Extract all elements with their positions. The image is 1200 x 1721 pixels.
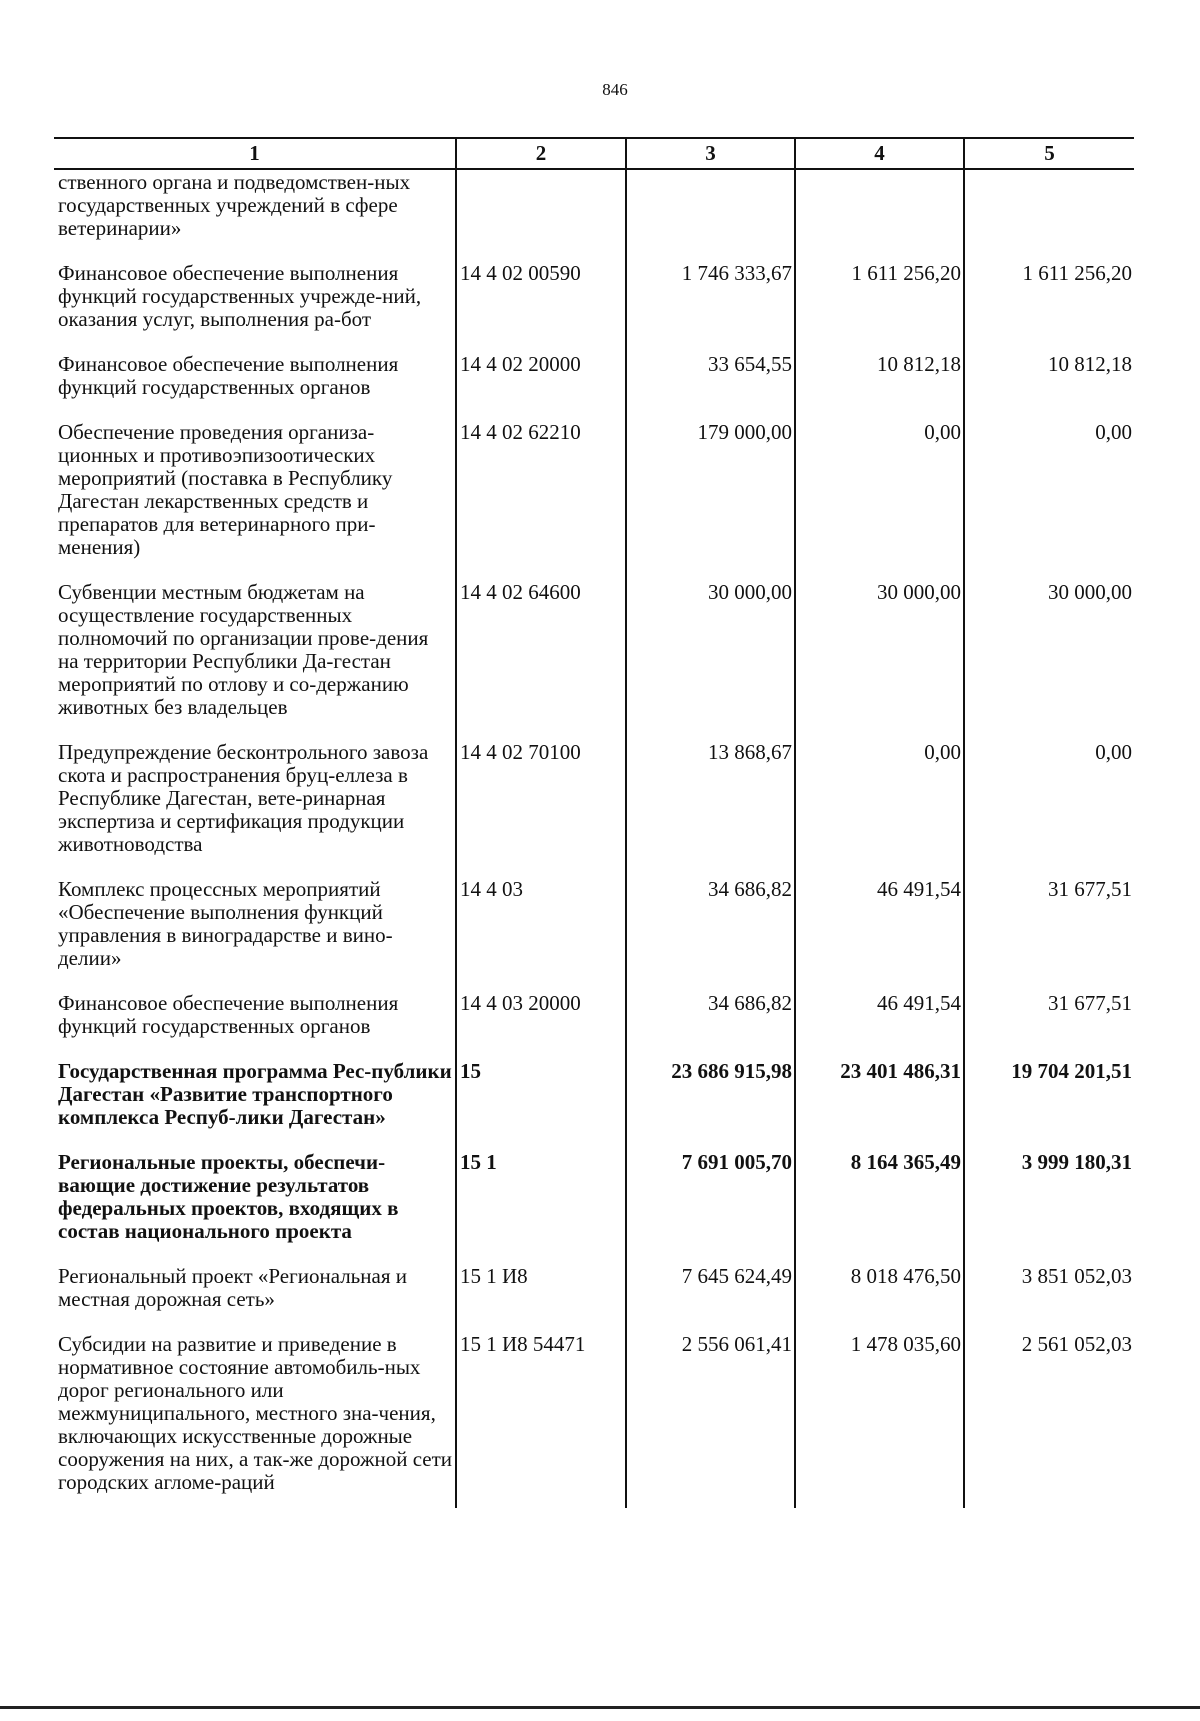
row-value-col3-cell: 33 654,55	[626, 353, 795, 421]
row-code-cell: 14 4 02 20000	[456, 353, 626, 421]
table-row	[54, 1060, 1134, 1151]
row-value-col4-cell: 46 491,54	[795, 878, 964, 992]
row-name-cell: Предупреждение бесконтрольного завоза скота и распространения бруц-еллеза в Республике Дагестан, вете-ринарная экспертиза и сертификация продукции животноводства	[58, 740, 429, 856]
row-name-cell: Субвенции местным бюджетам на осуществление государственных полномочий по организации прове-дения на территории Республики Да-гестан мероприятий по отлову и со-держанию животных без владельцев	[58, 580, 429, 719]
table-row	[54, 1151, 1134, 1265]
row-value-col5-cell: 19 704 201,51	[964, 1060, 1134, 1151]
row-value-col5-cell: 31 677,51	[964, 878, 1134, 992]
row-value-col4-cell	[795, 169, 964, 262]
row-value-col4-cell: 8 164 365,49	[795, 1151, 964, 1265]
row-code-cell	[456, 169, 626, 262]
table-row	[54, 1265, 1134, 1333]
row-code-cell: 14 4 02 64600	[456, 581, 626, 741]
row-value-col4-cell: 1 611 256,20	[795, 262, 964, 353]
row-value-col3-cell: 7 691 005,70	[626, 1151, 795, 1265]
row-value-col4-cell: 46 491,54	[795, 992, 964, 1060]
row-name-cell: Региональный проект «Региональная и местная дорожная сеть»	[58, 1264, 407, 1311]
row-code-cell: 14 4 02 70100	[456, 741, 626, 878]
row-value-col3-cell: 179 000,00	[626, 421, 795, 581]
row-value-col4-cell: 30 000,00	[795, 581, 964, 741]
row-value-col4-cell: 23 401 486,31	[795, 1060, 964, 1151]
table-row	[54, 741, 1134, 878]
row-value-col4-cell: 0,00	[795, 421, 964, 581]
row-name-cell: Комплекс процессных мероприятий «Обеспечение выполнения функций управления в виноградарстве и вино-делии»	[58, 877, 393, 970]
column-header-4: 4	[795, 138, 964, 169]
row-name-cell: Финансовое обеспечение выполнения функций государственных органов	[58, 991, 399, 1038]
table-row	[54, 992, 1134, 1060]
row-value-col5-cell: 3 851 052,03	[964, 1265, 1134, 1333]
row-value-col5-cell: 1 611 256,20	[964, 262, 1134, 353]
row-name-cell: Обеспечение проведения организа-ционных и противоэпизоотических мероприятий (поставка в Республику Дагестан лекарственных средств и препаратов для ветеринарного при-менения)	[58, 420, 393, 559]
row-value-col4-cell: 8 018 476,50	[795, 1265, 964, 1333]
row-value-col5-cell: 10 812,18	[964, 353, 1134, 421]
table-row	[54, 262, 1134, 353]
row-name-cell: Финансовое обеспечение выполнения функций государственных органов	[58, 352, 399, 399]
row-value-col5-cell: 31 677,51	[964, 992, 1134, 1060]
table-row	[54, 581, 1134, 741]
row-code-cell: 15 1	[456, 1151, 626, 1265]
row-value-col3-cell: 23 686 915,98	[626, 1060, 795, 1151]
row-code-cell: 15 1 И8	[456, 1265, 626, 1333]
row-value-col5-cell: 0,00	[964, 741, 1134, 878]
row-code-cell: 14 4 02 00590	[456, 262, 626, 353]
page-bottom-rule	[0, 1706, 1200, 1709]
row-name-cell: ственного органа и подведомствен-ных государственных учреждений в сфере ветеринарии»	[58, 170, 411, 240]
row-name-cell: Финансовое обеспечение выполнения функций государственных учрежде-ний, оказания услуг, выполнения ра-бот	[58, 261, 422, 331]
row-value-col5-cell	[964, 169, 1134, 262]
row-value-col3-cell: 34 686,82	[626, 992, 795, 1060]
column-header-3: 3	[626, 138, 795, 169]
row-value-col5-cell: 0,00	[964, 421, 1134, 581]
budget-table	[54, 137, 1134, 1508]
row-value-col3-cell: 30 000,00	[626, 581, 795, 741]
row-code-cell: 14 4 03 20000	[456, 992, 626, 1060]
table-header-row	[54, 138, 1134, 169]
column-header-5: 5	[964, 138, 1134, 169]
row-value-col5-cell: 30 000,00	[964, 581, 1134, 741]
row-value-col3-cell: 7 645 624,49	[626, 1265, 795, 1333]
table-row	[54, 421, 1134, 581]
row-value-col5-cell: 3 999 180,31	[964, 1151, 1134, 1265]
table-row	[54, 169, 1134, 262]
row-name-cell: Субсидии на развитие и приведение в нормативное состояние автомобиль-ных дорог регионального или межмуниципального, местного зна-чения, включающих искусственные дорожные сооружения на них, а так-же дорожной сети городских агломе-раций	[58, 1332, 453, 1494]
table-row	[54, 1333, 1134, 1508]
page-number: 846	[602, 80, 628, 99]
row-name-cell: Региональные проекты, обеспечи-вающие достижение результатов федеральных проектов, входящих в состав национального проекта	[58, 1150, 399, 1243]
table-row	[54, 878, 1134, 992]
row-code-cell: 15	[456, 1060, 626, 1151]
column-header-1: 1	[54, 138, 456, 169]
table-row	[54, 353, 1134, 421]
column-header-2: 2	[456, 138, 626, 169]
row-value-col3-cell: 2 556 061,41	[626, 1333, 795, 1508]
table-body	[54, 169, 1134, 1508]
row-value-col4-cell: 10 812,18	[795, 353, 964, 421]
row-value-col5-cell: 2 561 052,03	[964, 1333, 1134, 1508]
row-code-cell: 14 4 03	[456, 878, 626, 992]
row-value-col3-cell	[626, 169, 795, 262]
row-value-col3-cell: 13 868,67	[626, 741, 795, 878]
row-value-col4-cell: 0,00	[795, 741, 964, 878]
row-value-col3-cell: 34 686,82	[626, 878, 795, 992]
row-code-cell: 15 1 И8 54471	[456, 1333, 626, 1508]
row-name-cell: Государственная программа Рес-публики Дагестан «Развитие транспортного комплекса Респуб-лики Дагестан»	[58, 1059, 452, 1129]
row-code-cell: 14 4 02 62210	[456, 421, 626, 581]
row-value-col4-cell: 1 478 035,60	[795, 1333, 964, 1508]
row-value-col3-cell: 1 746 333,67	[626, 262, 795, 353]
